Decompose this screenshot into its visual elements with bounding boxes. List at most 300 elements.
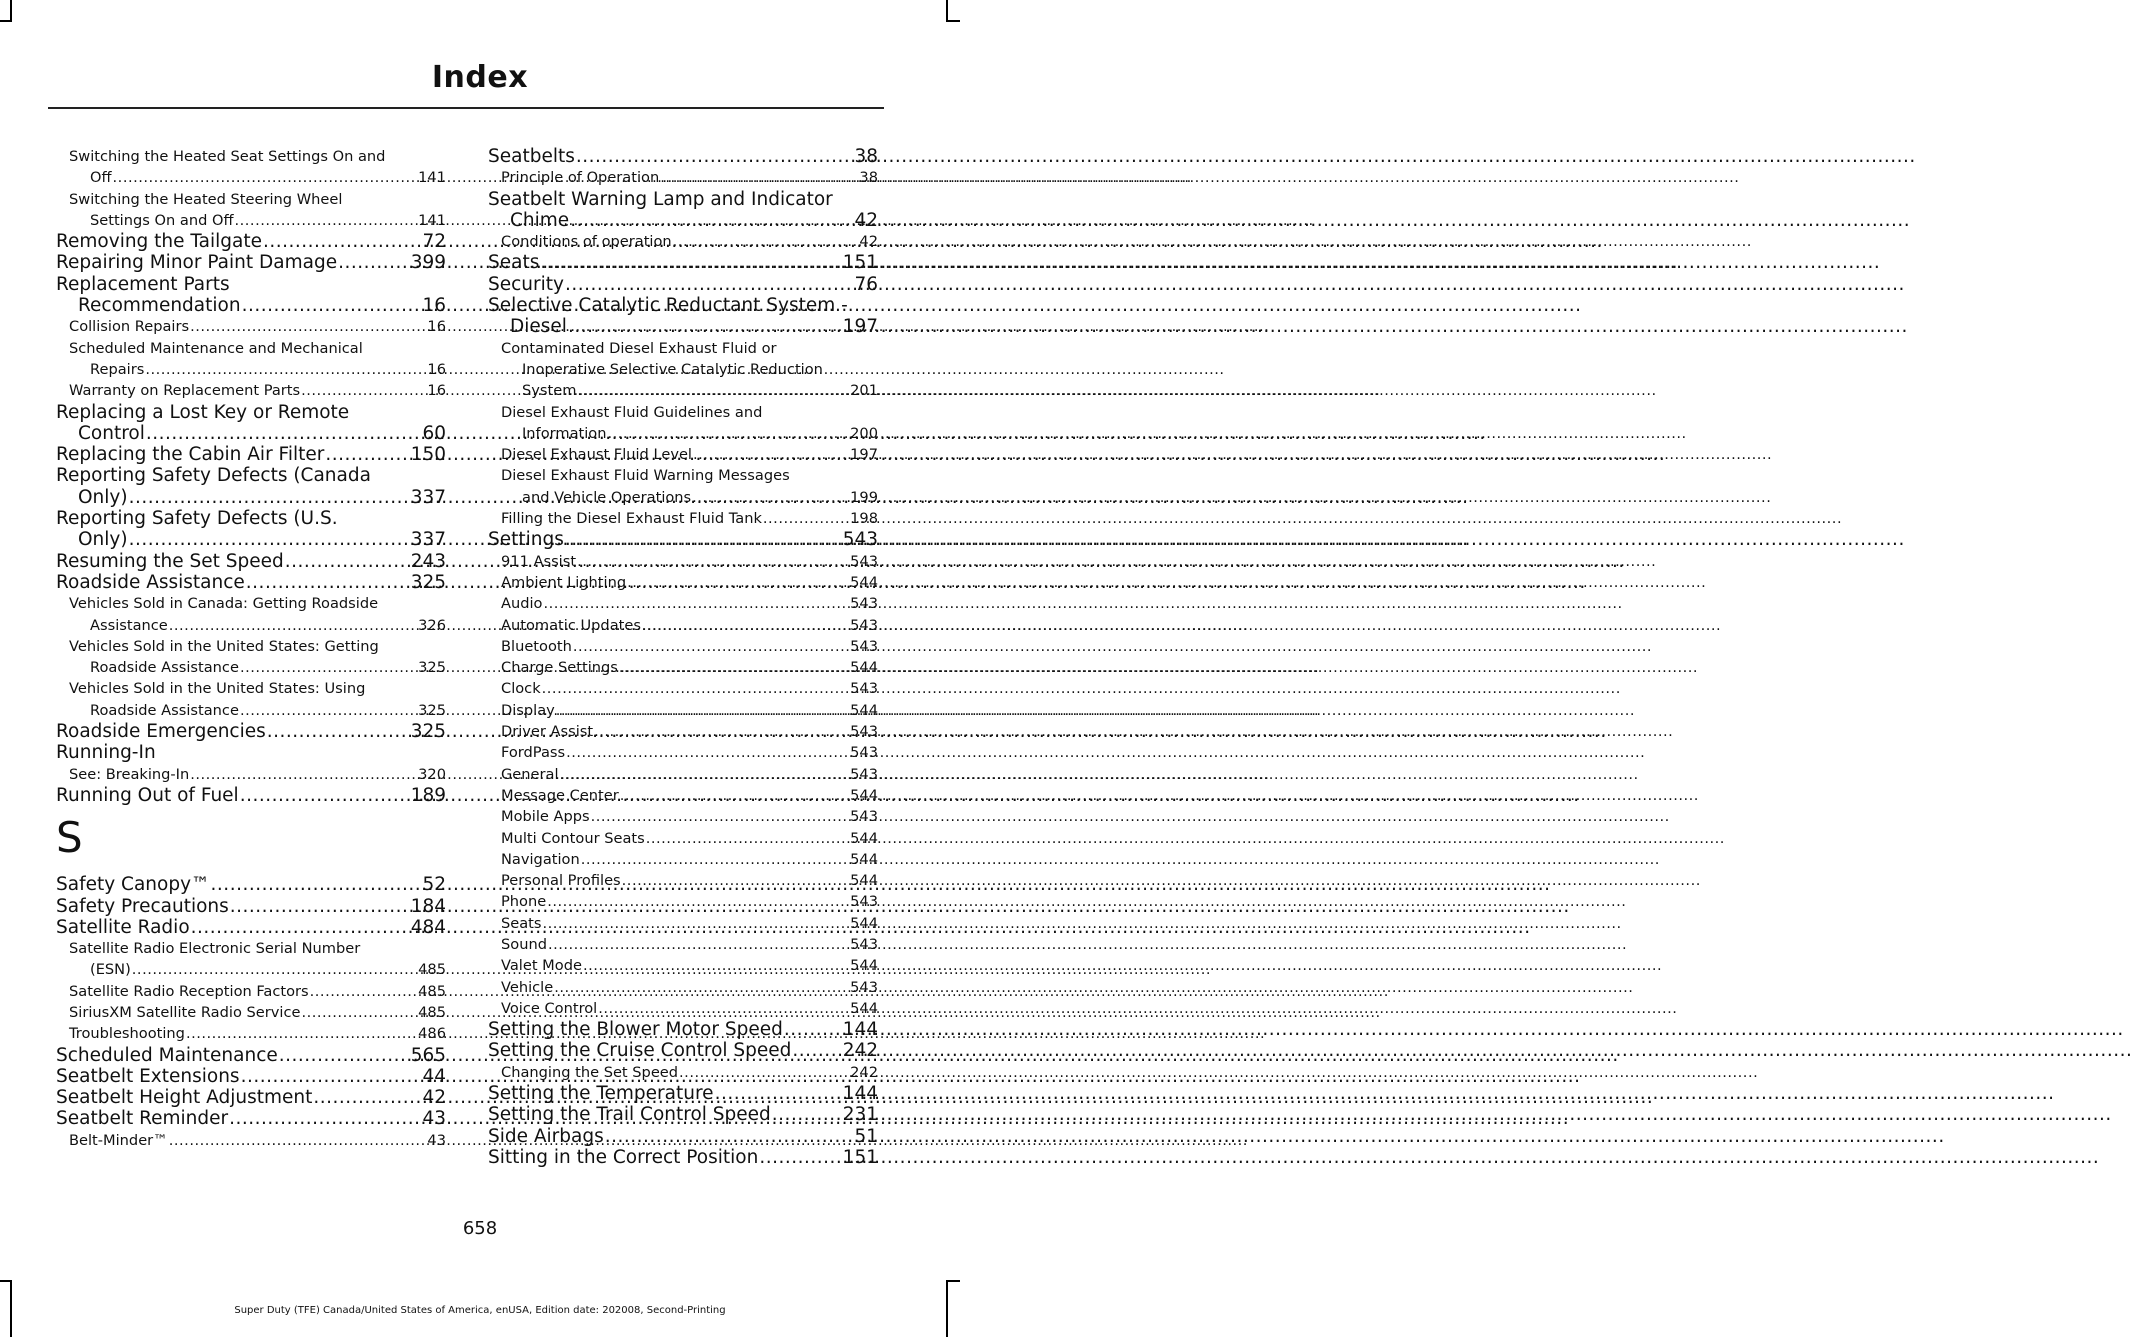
index-entry-label: and Vehicle Operations [522, 488, 692, 506]
dot-leader [113, 167, 418, 188]
index-entry[interactable] [488, 189, 878, 232]
index-entry[interactable] [488, 742, 878, 763]
index-entry-page[interactable]: 231 [842, 1104, 878, 1126]
dot-leader [620, 785, 849, 806]
index-entry-page[interactable]: 144 [842, 1019, 878, 1041]
index-entry[interactable] [488, 870, 878, 891]
index-entry[interactable] [56, 785, 446, 806]
index-entry-page[interactable]: 399 [410, 252, 446, 274]
index-entry[interactable] [488, 252, 878, 273]
index-entry-label: Diesel [510, 316, 567, 338]
index-entry-page[interactable]: 16 [427, 318, 446, 336]
index-entry-page[interactable]: 544 [850, 914, 878, 932]
dot-leader [763, 508, 849, 529]
footer-edition-text: Super Duty (TFE) Canada/United States of America, enUSA, Edition date: 202008, Second-Printing [234, 1305, 726, 1316]
index-entry-page[interactable]: 320 [418, 765, 446, 783]
dot-leader [573, 636, 849, 657]
index-entry[interactable] [488, 785, 878, 806]
index-entry-label: Vehicle [501, 978, 554, 996]
dot-leader [338, 252, 410, 273]
index-entry-label: Inoperative Selective Catalytic Reduction [522, 360, 823, 378]
index-entry-page[interactable]: 325 [418, 701, 446, 719]
index-entry-label: Running Out of Fuel [56, 784, 239, 806]
index-entry-page[interactable]: 544 [850, 872, 878, 890]
dot-leader [191, 917, 410, 938]
index-entry-label: Satellite Radio [56, 916, 190, 938]
index-entry-label: Navigation [501, 850, 580, 868]
index-entry-label: Diesel Exhaust Fluid Level [501, 446, 692, 464]
index-entry[interactable] [488, 891, 878, 912]
index-entry-page[interactable]: 543 [850, 552, 878, 570]
dot-leader [692, 487, 849, 508]
index-entry-label: Control [78, 422, 145, 444]
index-entry-page[interactable]: 543 [850, 680, 878, 698]
index-entry-label: Voice Control [501, 999, 598, 1017]
index-entry-page[interactable]: 16 [427, 382, 446, 400]
index-entry-page[interactable]: 197 [842, 316, 878, 338]
index-entry-label: Settings [488, 529, 564, 551]
index-entry[interactable] [56, 508, 446, 551]
dot-leader [565, 274, 853, 295]
index-entry-page[interactable]: 325 [410, 721, 446, 743]
index-entry[interactable] [488, 1062, 878, 1083]
index-entry-label: Seatbelts [488, 146, 575, 167]
index-entry-page[interactable]: 543 [850, 978, 878, 996]
dot-leader [285, 551, 410, 572]
dot-leader [211, 874, 422, 895]
dot-leader [560, 764, 850, 785]
index-entry[interactable] [56, 1066, 446, 1087]
index-entry-page[interactable]: 337 [410, 529, 446, 551]
index-entry-label: Diesel Exhaust Fluid Warning Messages [501, 467, 790, 485]
index-column-left [56, 146, 446, 1151]
dot-leader [607, 423, 849, 444]
index-entry-label: Contaminated Diesel Exhaust Fluid or [501, 339, 777, 357]
index-entry-page[interactable]: 543 [850, 935, 878, 953]
index-entry-page[interactable]: 543 [842, 529, 878, 551]
dot-leader [240, 785, 410, 806]
index-entry-page[interactable]: 325 [418, 659, 446, 677]
index-entry[interactable] [56, 896, 446, 917]
index-entry[interactable] [56, 274, 446, 317]
index-entry[interactable] [56, 338, 446, 381]
index-entry-page[interactable]: 151 [842, 1146, 878, 1168]
dot-leader [547, 891, 849, 912]
index-entry[interactable] [56, 874, 446, 895]
dot-leader [246, 572, 410, 593]
dot-leader [240, 700, 417, 721]
index-entry-label: Audio [501, 595, 543, 613]
crop-mark [10, 0, 12, 22]
dot-leader [169, 615, 417, 636]
index-entry-page[interactable]: 242 [850, 1063, 878, 1081]
index-entry[interactable] [488, 465, 878, 508]
crop-mark [0, 1280, 12, 1282]
index-entry-page[interactable]: 76 [854, 273, 878, 295]
index-entry[interactable] [488, 551, 878, 572]
index-entry[interactable] [56, 678, 446, 721]
index-entry-label: 911 Assist [501, 552, 577, 570]
index-entry-label: Multi Contour Seats [501, 829, 645, 847]
index-entry-page[interactable]: 16 [427, 360, 446, 378]
index-entry-page[interactable]: 544 [850, 701, 878, 719]
dot-leader [240, 657, 417, 678]
index-entry-label: Satellite Radio Reception Factors [69, 982, 309, 1000]
index-entry[interactable] [56, 1130, 446, 1151]
dot-leader [554, 977, 849, 998]
dot-leader [646, 828, 849, 849]
index-entry-page[interactable]: 200 [850, 424, 878, 442]
index-entry[interactable] [488, 444, 878, 465]
index-entry[interactable] [488, 636, 878, 657]
index-entry-page[interactable]: 197 [850, 446, 878, 464]
index-entry[interactable] [56, 572, 446, 593]
index-entry-label: Roadside Assistance [56, 571, 245, 593]
index-entry[interactable] [56, 1002, 446, 1023]
index-entry-label: Setting the Trail Control Speed [488, 1104, 771, 1126]
index-entry[interactable] [488, 508, 878, 529]
index-entry-label: Filling the Diesel Exhaust Fluid Tank [501, 510, 762, 528]
index-entry-label: Replacement Parts [56, 273, 230, 295]
dot-leader [772, 1104, 842, 1125]
index-entry-page[interactable]: 52 [422, 874, 446, 896]
index-entry-label: Information [522, 424, 607, 442]
index-entry-label: Roadside Assistance [90, 659, 239, 677]
index-entry-page[interactable]: 544 [850, 659, 878, 677]
index-entry-label: Conditions of operation [501, 233, 672, 251]
index-entry-page[interactable]: 543 [850, 637, 878, 655]
dot-leader [301, 380, 426, 401]
index-entry-label: Reporting Safety Defects (U.S. [56, 508, 338, 530]
index-entry[interactable] [56, 764, 446, 785]
index-entry-page[interactable]: 38 [854, 146, 878, 167]
index-entry-label: Ambient Lighting [501, 573, 627, 591]
index-entry[interactable] [488, 721, 878, 742]
index-entry[interactable] [56, 721, 446, 742]
index-entry-label: Warranty on Replacement Parts [69, 382, 301, 400]
index-entry-page[interactable]: 544 [850, 957, 878, 975]
index-entry[interactable] [56, 380, 446, 401]
index-entry-label: Off [90, 169, 112, 187]
dot-leader [132, 959, 417, 980]
index-entry[interactable] [488, 167, 878, 188]
index-entry-label: Switching the Heated Seat Settings On and [69, 148, 386, 165]
index-entry[interactable] [56, 1023, 446, 1044]
index-entry[interactable] [56, 444, 446, 465]
index-entry-label: Setting the Cruise Control Speed [488, 1040, 792, 1062]
index-entry-label: Vehicles Sold in the United States: Getting [69, 637, 379, 655]
dot-leader [715, 1083, 842, 1104]
index-entry-label: Seatbelt Extensions [56, 1065, 240, 1087]
dot-leader [577, 380, 849, 401]
index-entry[interactable] [488, 977, 878, 998]
index-entry[interactable] [488, 1019, 878, 1040]
page-number: 658 [462, 1218, 498, 1239]
index-entry[interactable] [488, 828, 878, 849]
dot-leader [619, 657, 849, 678]
index-entry[interactable] [488, 806, 878, 827]
crop-mark [946, 20, 960, 22]
index-entry-label: Reporting Safety Defects (Canada [56, 465, 371, 487]
dot-leader [570, 210, 853, 231]
index-entry-label: Mobile Apps [501, 808, 590, 826]
index-entry-label: Setting the Temperature [488, 1083, 714, 1105]
index-entry-label: Satellite Radio Electronic Serial Number [69, 940, 361, 958]
dot-leader [605, 1126, 854, 1147]
dot-leader [693, 444, 849, 465]
index-entry[interactable] [488, 295, 878, 338]
index-entry-label: Changing the Set Speed [501, 1063, 679, 1081]
dot-leader [229, 1108, 421, 1129]
index-entry-page[interactable]: 544 [850, 850, 878, 868]
index-entry-page[interactable]: 38 [859, 169, 878, 187]
index-entry-label: Scheduled Maintenance and Mechanical [69, 339, 363, 357]
index-entry-label: Replacing the Cabin Air Filter [56, 444, 325, 466]
index-entry[interactable] [488, 593, 878, 614]
index-entry-label: Seatbelt Warning Lamp and Indicator [488, 188, 833, 210]
index-entry-page[interactable]: 544 [850, 829, 878, 847]
index-entry-label: Phone [501, 893, 547, 911]
crop-mark [946, 0, 948, 22]
dot-leader [759, 1147, 841, 1168]
dot-leader [190, 764, 417, 785]
index-entry[interactable] [56, 1087, 446, 1108]
dot-leader [235, 210, 418, 231]
dot-leader [263, 231, 421, 252]
dot-leader [565, 529, 842, 550]
dot-leader [548, 934, 849, 955]
index-entry-page[interactable]: 16 [422, 295, 446, 317]
index-entry-page[interactable]: 189 [410, 784, 446, 806]
index-entry-label: Side Airbags [488, 1125, 604, 1147]
index-entry-label: Bluetooth [501, 637, 572, 655]
dot-leader [310, 981, 417, 1002]
index-entry[interactable] [488, 998, 878, 1019]
index-entry-page[interactable]: 199 [850, 488, 878, 506]
index-entry-page[interactable]: 544 [850, 786, 878, 804]
crop-mark [0, 20, 12, 22]
index-entry-label: Belt-Minder™ [69, 1131, 168, 1149]
index-entry[interactable] [488, 764, 878, 785]
index-entry-label: Removing the Tailgate [56, 231, 262, 253]
index-entry-page[interactable]: 337 [410, 486, 446, 508]
index-entry-page[interactable]: 141 [418, 169, 446, 187]
index-entry[interactable] [488, 274, 878, 295]
index-entry[interactable] [56, 402, 446, 445]
index-entry[interactable] [488, 1083, 878, 1104]
index-entry[interactable] [488, 849, 878, 870]
dot-leader [241, 1066, 422, 1087]
index-entry[interactable] [488, 615, 878, 636]
dot-leader [598, 998, 849, 1019]
index-entry-page[interactable]: 42 [854, 209, 878, 231]
index-entry-label: Seats [501, 914, 542, 932]
index-entry[interactable] [488, 913, 878, 934]
index-entry[interactable] [56, 938, 446, 981]
index-entry[interactable] [56, 1045, 446, 1066]
dot-leader [627, 572, 849, 593]
index-entry-page[interactable]: 326 [418, 616, 446, 634]
dot-leader [242, 295, 422, 316]
index-entry[interactable] [488, 955, 878, 976]
dot-leader [591, 806, 850, 827]
index-entry-page[interactable]: 543 [850, 616, 878, 634]
index-entry-page[interactable]: 42 [422, 1087, 446, 1109]
dot-leader [129, 529, 410, 550]
index-entry[interactable] [488, 338, 878, 402]
index-entry-page[interactable]: 51 [854, 1125, 878, 1147]
dot-leader [230, 896, 410, 917]
index-entry-page[interactable]: 325 [410, 571, 446, 593]
index-entry-label: Safety Precautions [56, 895, 229, 917]
index-entry-page[interactable]: 43 [427, 1131, 446, 1149]
index-entry[interactable] [488, 1040, 878, 1061]
index-entry[interactable] [56, 252, 446, 273]
dot-leader [542, 678, 849, 699]
index-entry[interactable] [488, 678, 878, 699]
index-entry-page[interactable]: 43 [422, 1108, 446, 1130]
index-entry-page[interactable]: 484 [410, 916, 446, 938]
index-entry[interactable] [488, 146, 878, 167]
index-entry-label: Message Center [501, 786, 619, 804]
dot-leader [301, 1002, 417, 1023]
index-entry[interactable] [488, 657, 878, 678]
index-entry-label: Only) [78, 529, 128, 551]
index-entry-page[interactable]: 543 [850, 765, 878, 783]
dot-leader [267, 721, 410, 742]
index-entry[interactable] [56, 189, 446, 232]
page-title: Index [431, 60, 529, 95]
index-entry-page[interactable]: 486 [418, 1025, 446, 1043]
index-entry-label: Valet Mode [501, 957, 582, 975]
index-entry-label: Seatbelt Reminder [56, 1108, 229, 1130]
dot-leader [190, 316, 426, 337]
index-entry-label: Sitting in the Correct Position [488, 1146, 759, 1168]
dot-leader [543, 913, 850, 934]
index-entry-page[interactable]: 485 [418, 982, 446, 1000]
index-entry[interactable] [488, 572, 878, 593]
index-entry-label: Replacing a Lost Key or Remote [56, 401, 350, 423]
index-entry-label: Seatbelt Height Adjustment [56, 1087, 313, 1109]
dot-leader [642, 615, 849, 636]
dot-leader [622, 870, 849, 891]
dot-leader [577, 551, 849, 572]
index-entry-page[interactable]: 485 [418, 1003, 446, 1021]
index-entry[interactable] [56, 551, 446, 572]
dot-leader [540, 252, 841, 273]
index-entry-label: Chime [510, 209, 570, 231]
index-entry-label: Clock [501, 680, 541, 698]
index-entry-label: Assistance [90, 616, 168, 634]
index-entry[interactable] [56, 636, 446, 679]
index-entry-page[interactable]: 141 [418, 211, 446, 229]
dot-leader [543, 593, 849, 614]
index-entry[interactable] [56, 231, 446, 252]
index-entry-page[interactable]: 485 [418, 961, 446, 979]
index-entry-label: Recommendation [78, 295, 241, 317]
dot-leader [145, 359, 426, 380]
index-entry-page[interactable]: 184 [410, 895, 446, 917]
index-entry[interactable] [56, 917, 446, 938]
index-entry[interactable] [56, 316, 446, 337]
index-entry-label: Diesel Exhaust Fluid Guidelines and [501, 403, 763, 421]
index-entry[interactable] [488, 1104, 878, 1125]
index-entry[interactable] [488, 700, 878, 721]
index-entry-page[interactable]: 151 [842, 252, 878, 274]
index-entry-page[interactable]: 72 [422, 231, 446, 253]
index-entry-page[interactable]: 144 [842, 1083, 878, 1105]
index-entry-label: Safety Canopy™ [56, 874, 210, 896]
index-entry[interactable] [488, 231, 878, 252]
index-entry-label: Automatic Updates [501, 616, 641, 634]
index-entry[interactable] [488, 402, 878, 445]
index-entry-page[interactable]: 242 [842, 1040, 878, 1062]
index-entry-label: Selective Catalytic Reductant System - [488, 295, 848, 317]
index-entry[interactable] [488, 934, 878, 955]
index-entry-page[interactable]: 60 [422, 422, 446, 444]
index-entry[interactable] [56, 742, 446, 763]
dot-leader [792, 1040, 841, 1061]
index-entry-label: Driver Assist [501, 723, 594, 741]
index-entry-page[interactable]: 543 [850, 595, 878, 613]
index-entry-label: Repairs [90, 360, 145, 378]
dot-leader [660, 167, 858, 188]
index-entry-label: Roadside Emergencies [56, 721, 266, 743]
index-entry-page[interactable]: 543 [850, 723, 878, 741]
dot-leader [186, 1023, 417, 1044]
dot-leader [784, 1019, 842, 1040]
index-entry-label: General [501, 765, 559, 783]
index-entry[interactable] [56, 465, 446, 508]
index-entry-label: Scheduled Maintenance [56, 1044, 278, 1066]
index-entry[interactable] [488, 1147, 878, 1168]
index-entry-label: Roadside Assistance [90, 701, 239, 719]
index-entry-label: Settings On and Off [90, 211, 234, 229]
index-entry-label: Personal Profiles [501, 872, 621, 890]
index-entry[interactable] [56, 981, 446, 1002]
index-entry[interactable] [488, 529, 878, 550]
index-entry-label: Security [488, 273, 564, 295]
index-entry-page[interactable]: 544 [850, 573, 878, 591]
index-entry-label: Principle of Operation [501, 169, 660, 187]
index-entry-page[interactable]: 543 [850, 744, 878, 762]
index-entry-page[interactable]: 565 [410, 1044, 446, 1066]
dot-leader [279, 1045, 410, 1066]
index-entry-page[interactable]: 42 [859, 233, 878, 251]
index-entry-page[interactable]: 543 [850, 893, 878, 911]
crop-mark [946, 1280, 960, 1282]
index-entry[interactable] [56, 1108, 446, 1129]
dot-leader [583, 955, 849, 976]
index-entry-label: Troubleshooting [69, 1025, 185, 1043]
dot-leader [594, 721, 849, 742]
index-entry-label: Charge Settings [501, 659, 618, 677]
index-entry-label: Switching the Heated Steering Wheel [69, 190, 343, 208]
index-entry[interactable] [56, 146, 446, 189]
index-entry-page[interactable]: 543 [850, 808, 878, 826]
index-entry-label: System [522, 382, 577, 400]
index-entry-page[interactable]: 44 [422, 1065, 446, 1087]
index-entry-page[interactable]: 198 [850, 510, 878, 528]
index-entry[interactable] [488, 1126, 878, 1147]
index-entry-page[interactable]: 243 [410, 550, 446, 572]
dot-leader [146, 423, 422, 444]
index-entry-label: Display [501, 701, 555, 719]
index-entry-page[interactable]: 544 [850, 999, 878, 1017]
index-entry-page[interactable]: 150 [410, 444, 446, 466]
index-entry[interactable] [56, 593, 446, 636]
index-entry-page[interactable]: 201 [850, 382, 878, 400]
